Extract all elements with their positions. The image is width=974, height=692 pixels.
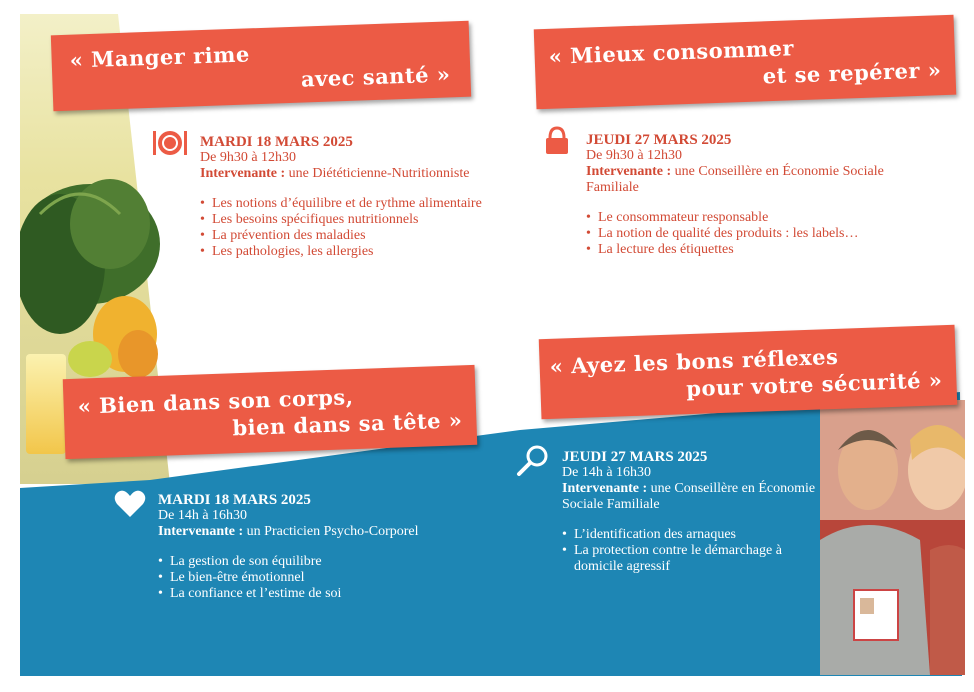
session-hours: De 9h30 à 12h30 <box>586 148 683 163</box>
session-date: JEUDI 27 MARS 2025 <box>562 449 708 465</box>
plate-cutlery-icon <box>152 128 188 158</box>
banner-title-line2: et se repérer » <box>762 57 942 89</box>
banner-title-line1: « Bien dans son corps, <box>77 384 354 419</box>
list-item: • Le bien-être émotionnel <box>158 570 458 586</box>
topics-list <box>562 527 822 575</box>
session-speaker <box>200 166 490 182</box>
list-item: • La protection contre le démarchage à domicile agressif <box>562 543 822 575</box>
topics-list <box>586 210 926 258</box>
session-hours: De 14h à 16h30 <box>562 465 652 480</box>
list-item: • Les pathologies, les allergies <box>200 244 490 260</box>
list-item: • L’identification des arnaques <box>562 527 822 543</box>
banner-title-line1: « Manger rime <box>69 41 251 73</box>
list-item: • La lecture des étiquettes <box>586 242 926 258</box>
session-speaker <box>562 481 822 513</box>
banner-title-line1: « Ayez les bons réflexes <box>549 343 839 379</box>
title-banner-security <box>539 325 958 419</box>
session-wellbeing <box>158 492 458 602</box>
session-consumption <box>586 132 926 258</box>
session-speaker <box>158 524 458 540</box>
speaker-label: Intervenante : <box>586 164 672 179</box>
title-banner-nutrition <box>51 21 471 112</box>
session-hours: De 14h à 16h30 <box>158 508 248 523</box>
heart-icon <box>114 490 146 518</box>
session-speaker <box>586 164 926 196</box>
speaker-name: une Diététicienne-Nutritionniste <box>288 166 470 181</box>
topics-list <box>158 554 458 602</box>
session-date: MARDI 18 MARS 2025 <box>158 492 311 508</box>
list-item: • La confiance et l’estime de soi <box>158 586 458 602</box>
list-item: • La gestion de son équilibre <box>158 554 458 570</box>
shopping-basket-icon <box>544 126 570 156</box>
title-banner-consumption <box>534 15 957 110</box>
speaker-name: une Conseillère en Économie Sociale Familiale <box>586 164 884 195</box>
list-item: • La prévention des maladies <box>200 228 490 244</box>
list-item: • Les notions d’équilibre et de rythme alimentaire <box>200 196 490 212</box>
banner-title-line1: « Mieux consommer <box>548 35 795 69</box>
session-date: JEUDI 27 MARS 2025 <box>586 132 732 148</box>
banner-title-line2: avec santé » <box>300 61 451 92</box>
speaker-name: une Conseillère en Économie Sociale Familiale <box>562 481 816 512</box>
banner-title-line2: bien dans sa tête » <box>231 407 463 441</box>
topics-list <box>200 196 490 260</box>
speaker-label: Intervenante : <box>158 524 244 539</box>
speaker-name: un Practicien Psycho-Corporel <box>246 524 419 539</box>
magnifier-icon <box>516 444 550 476</box>
list-item: • Les besoins spécifiques nutritionnels <box>200 212 490 228</box>
list-item: • Le consommateur responsable <box>586 210 926 226</box>
session-nutrition <box>200 134 490 260</box>
list-item: • La notion de qualité des produits : les labels… <box>586 226 926 242</box>
title-banner-wellbeing <box>63 365 478 459</box>
people-photo <box>820 400 965 675</box>
session-date: MARDI 18 MARS 2025 <box>200 134 353 150</box>
session-hours: De 9h30 à 12h30 <box>200 150 297 165</box>
session-security <box>562 449 822 575</box>
speaker-label: Intervenante : <box>562 481 648 496</box>
speaker-label: Intervenante : <box>200 166 286 181</box>
banner-title-line2: pour votre sécurité » <box>685 367 943 402</box>
